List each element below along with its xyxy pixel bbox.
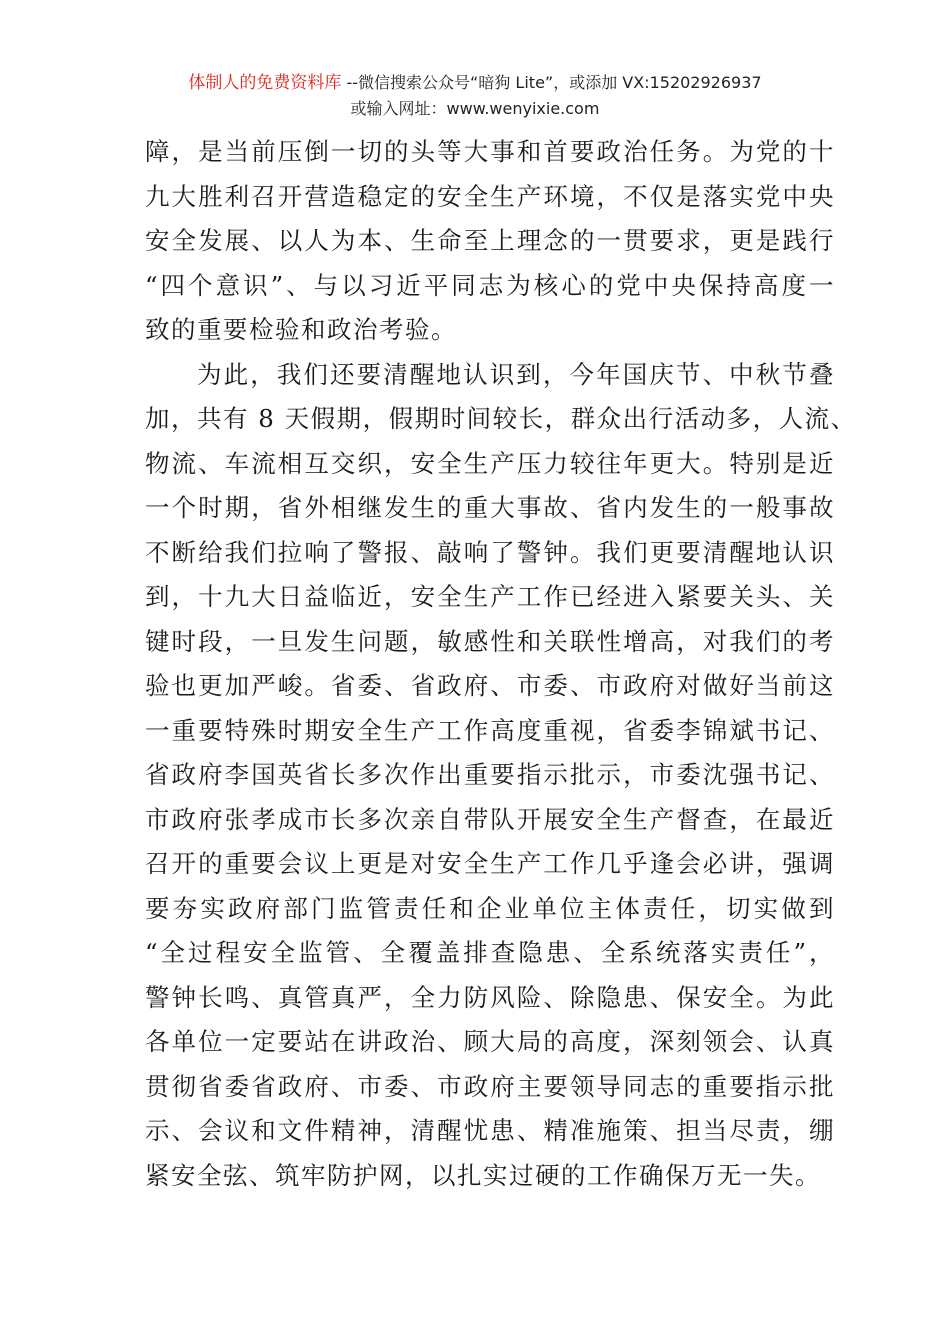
document-body (145, 130, 857, 1198)
text-line: 一重要特殊时期安全生产工作高度重视，省委李锦斌书记、 (145, 715, 835, 745)
text-line: 一个时期，省外相继发生的重大事故、省内发生的一般事故 (145, 493, 835, 522)
paragraph-1 (145, 130, 835, 353)
text-line: 市政府张孝成市长多次亲自带队开展安全生产督查，在最近 (145, 804, 835, 834)
text-line: 为此，我们还要清醒地认识到，今年国庆节、中秋节叠 (197, 359, 835, 389)
header-website: 或输入网址：www.wenyixie.com (350, 99, 600, 118)
text-line: 召开的重要会议上更是对安全生产工作几乎逢会必讲，强调 (145, 849, 835, 878)
text-line: 省政府李国英省长多次作出重要指示批示，市委沈强书记、 (145, 760, 835, 789)
text-line: 到，十九大日益临近，安全生产工作已经进入紧要关头、关 (145, 582, 835, 611)
paragraph-2 (145, 353, 857, 1199)
text-line: “全过程安全监管、全覆盖排查隐患、全系统落实责任”， (145, 938, 835, 967)
header-line-1 (0, 70, 950, 96)
text-line: 九大胜利召开营造稳定的安全生产环境，不仅是落实党中央 (145, 181, 835, 211)
text-line: 物流、车流相互交织，安全生产压力较往年更大。特别是近 (145, 448, 835, 478)
text-line: 各单位一定要站在讲政治、顾大局的高度，深刻领会、认真 (145, 1027, 835, 1056)
text-line: 警钟长鸣、真管真严，全力防风险、除隐患、保安全。为此 (145, 982, 835, 1012)
text-line: 键时段，一旦发生问题，敏感性和关联性增高，对我们的考 (145, 626, 835, 656)
text-line: 紧安全弦、筑牢防护网，以扎实过硬的工作确保万无一失。 (145, 1160, 821, 1190)
text-line: 示、会议和文件精神，清醒忧患、精准施策、担当尽责，绷 (145, 1116, 835, 1145)
text-line: 贯彻省委省政府、市委、市政府主要领导同志的重要指示批 (145, 1071, 835, 1101)
text-line: 安全发展、以人为本、生命至上理念的一贯要求，更是践行 (145, 226, 835, 255)
text-line: 不断给我们拉响了警报、敲响了警钟。我们更要清醒地认识 (145, 537, 835, 567)
text-line: “四个意识”、与以习近平同志为核心的党中央保持高度一 (145, 270, 835, 300)
text-line: 验也更加严峻。省委、省政府、市委、市政府对做好当前这 (145, 671, 835, 700)
header-contact-info: --微信搜索公众号“暗狗 Lite”，或添加 VX:15202926937 (341, 73, 762, 92)
text-line: 要夯实政府部门监管责任和企业单位主体责任，切实做到 (145, 893, 835, 923)
text-line: 加，共有 8 天假期，假期时间较长，群众出行活动多，人流、 (145, 404, 857, 433)
text-line: 致的重要检验和政治考验。 (145, 315, 457, 344)
brand-name: 体制人的免费资料库 (188, 73, 342, 93)
text-line: 障，是当前压倒一切的头等大事和首要政治任务。为党的十 (145, 137, 835, 166)
page-header (0, 70, 950, 122)
